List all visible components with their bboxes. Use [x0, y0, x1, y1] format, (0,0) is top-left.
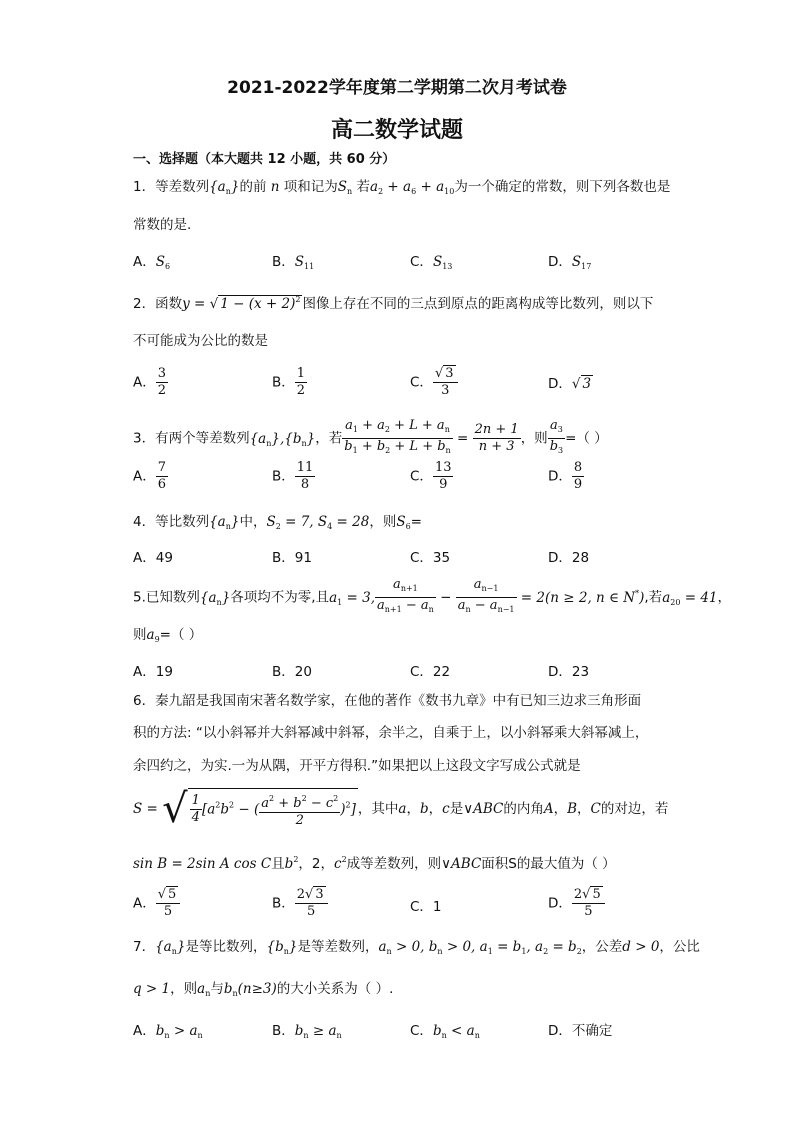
question-6-line5: sin B = 2sin A cos C且$b^2$，2，$c^2$成等差数列，则∨ABC面积S的最大值为（ ）	[133, 855, 616, 872]
q1-option-a[interactable]: A．$S_6$	[133, 254, 171, 271]
q5-option-d[interactable]: D．23	[548, 664, 590, 680]
question-7-line1: 7．$\{a_n\}$是等比数列，$\{b_n\}$是等差数列，$a_n > 0$, $b_n > 0$, $a_1 = b_1$, $a_2 = b_2$，公差d > 0，公比	[133, 939, 700, 956]
exam-subtitle: 高二数学试题	[330, 118, 463, 143]
q3-option-d[interactable]: D． $\frac{8}{9}$	[548, 460, 583, 492]
q1-option-b[interactable]: B．$S_{11}$	[272, 254, 315, 271]
q3-option-b[interactable]: B． $\frac{11}{8}$	[272, 460, 314, 492]
question-4-line1: 4．等比数列$\{a_n\}$中，$S_2 = 7$, $S_4 = 28$，则$S_6=$	[133, 514, 422, 531]
q7-option-c[interactable]: C．$b_n < a_n$	[410, 1023, 480, 1040]
question-2-line2: 不可能成为公比的数是	[133, 333, 268, 349]
question-5-line2: 则$a_9=$（ ）	[133, 627, 203, 644]
q2-option-c[interactable]: C． $\frac{√ 3}{3}$	[410, 366, 458, 399]
q2-option-d[interactable]: D．√ 3	[548, 376, 592, 392]
q6-option-a[interactable]: A． $\frac{√ 5}{5}$	[133, 887, 180, 920]
question-6-line2: 积的方法: “以小斜幂并大斜幂减中斜幂，余半之，自乘于上，以小斜幂乘大斜幂减上，	[133, 725, 649, 741]
question-1-line2: 常数的是.	[133, 217, 192, 233]
q3-option-a[interactable]: A． $\frac{7}{6}$	[133, 460, 167, 492]
exam-title: 2021-2022学年度第二学期第二次月考试卷	[227, 78, 567, 98]
q1-option-d[interactable]: D．$S_{17}$	[548, 254, 592, 271]
question-6-line3: 余四约之，为实.一为从隅，开平方得积.”如果把以上这段文字写成公式就是	[133, 758, 581, 774]
q4-option-a[interactable]: A．49	[133, 550, 173, 566]
q6-option-c[interactable]: C．1	[410, 899, 442, 915]
q5-option-b[interactable]: B．20	[272, 664, 312, 680]
q1-option-c[interactable]: C．$S_{13}$	[410, 254, 453, 271]
q4-option-d[interactable]: D．28	[548, 550, 590, 566]
q3-option-c[interactable]: C． $\frac{13}{9}$	[410, 460, 452, 492]
q5-option-a[interactable]: A．19	[133, 664, 173, 680]
q4-option-c[interactable]: C．35	[410, 550, 451, 566]
q2-option-a[interactable]: A． $\frac{3}{2}$	[133, 366, 167, 398]
q5-option-c[interactable]: C．22	[410, 664, 451, 680]
q7-option-a[interactable]: A．$b_n > a_n$	[133, 1023, 203, 1040]
question-7-line2: q > 1，则$a_n$与$b_n(n\ge 3)$的大小关系为（ ）.	[133, 981, 394, 998]
q6-option-d[interactable]: D． $\frac{2√ 5}{5}$	[548, 887, 605, 920]
question-5-line1: 5.已知数列$\{a_n\}$各项均不为零,且$a_1 = 3$, $\frac{a_{n+1}}{a_{n+1} - a_n}$ − $\frac{a_{n-1}}{a_n - a_{n-1}}$ = 2(n ≥ 2, n ∈ N*),若$a_{20} = 41$，	[133, 577, 732, 614]
q4-option-b[interactable]: B．91	[272, 550, 312, 566]
section-heading: 一、选择题（本大题共 12 小题，共 60 分）	[133, 152, 396, 167]
question-3-line1: 3．有两个等差数列$\{a_n\},\{b_n\}$，若 $\frac{a_1 + a_2 + L + a_n}{b_1 + b_2 + L + b_n}$ = $\frac{2n + 1}{n + 3}$ ，则 $\frac{a_3}{b_3}$ =（ ）	[133, 418, 608, 455]
q7-option-b[interactable]: B．$b_n \ge a_n$	[272, 1023, 342, 1040]
question-6-formula-line: S = √ $\frac{1}{4}$ [$a^2b^2$ − ( $\frac{a^2 + b^2 - c^2}{2}$ )$^2$] ，其中a，b，c是∨ABC的内角A，B，C的对边，若	[133, 786, 669, 832]
q7-option-d[interactable]: D．不确定	[548, 1023, 613, 1039]
question-1-line1: 1．等差数列$\{a_n\}$的前 n 项和记为$S_n$ 若$a_2 + a_6 + a_{10}$为一个确定的常数，则下列各数也是	[133, 179, 671, 196]
q6-option-b[interactable]: B． $\frac{2√ 3}{5}$	[272, 887, 328, 920]
q2-option-b[interactable]: B． $\frac{1}{2}$	[272, 366, 306, 398]
question-2-line1: 2．函数y = √ $1 - (x + 2)^2$ 图像上存在不同的三点到原点的距离构成等比数列，则以下	[133, 295, 654, 312]
question-6-line1: 6．秦九韶是我国南宋著名数学家，在他的著作《数书九章》中有已知三边求三角形面	[133, 693, 642, 709]
